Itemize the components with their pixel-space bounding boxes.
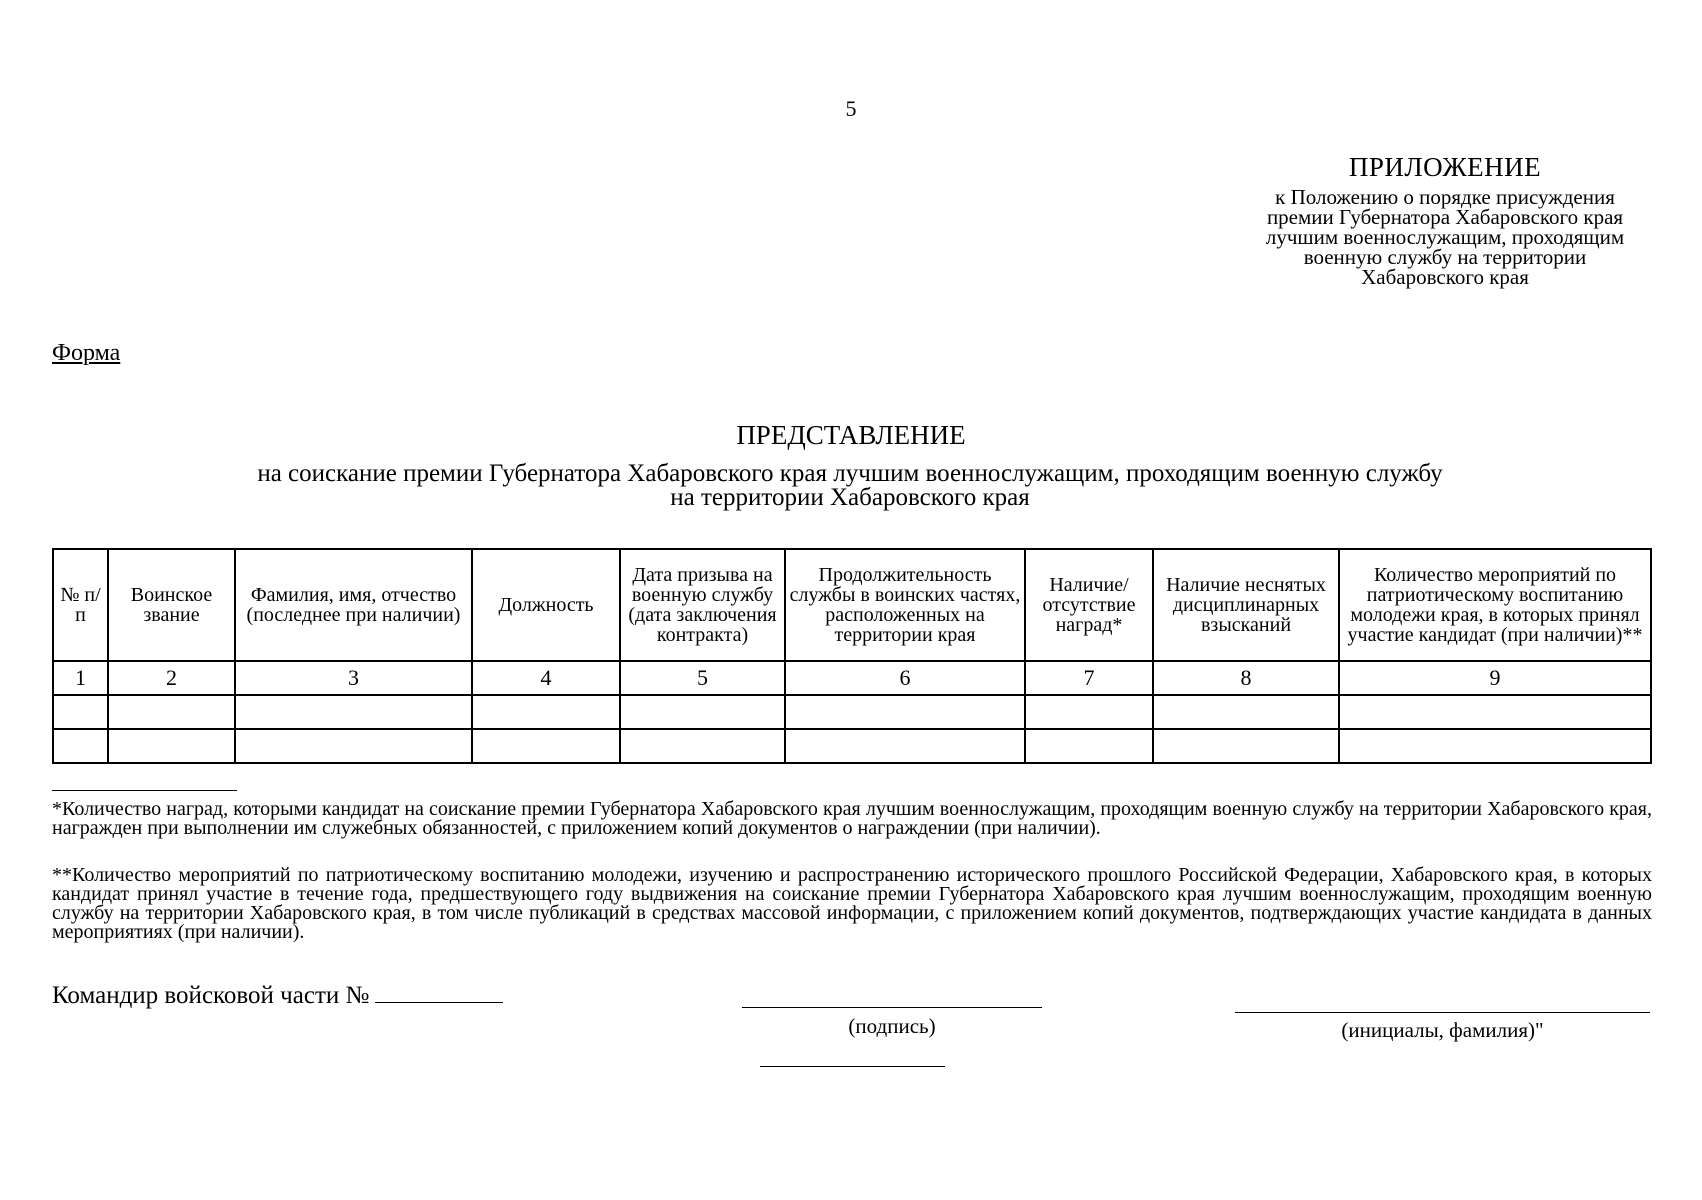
table-cell[interactable] [1153, 695, 1339, 729]
appendix-line: к Положению о порядке присуждения [1275, 185, 1615, 209]
header-cell-position: Должность [472, 549, 620, 661]
column-number-cell: 1 [53, 661, 108, 695]
footnote-awards: *Количество наград, которыми кандидат на соискание премии Губернатора Хабаровского края лучшим военнослужащим, проходящим военную службу на территории Хабаровского края, награжден при выполнении им служебных обязанностей, с приложением копий документов о награждении (при наличии). [52, 798, 1652, 839]
form-label: Форма [52, 340, 121, 366]
closing-divider [760, 1066, 945, 1067]
page-number: 5 [845, 96, 857, 121]
column-number-cell: 9 [1339, 661, 1651, 695]
signature-caption: (подпись) [848, 1014, 936, 1038]
table-cell[interactable] [53, 729, 108, 763]
table-cell[interactable] [108, 695, 235, 729]
footnote-divider [52, 790, 237, 791]
table-header-row [53, 549, 1651, 661]
commander-line [52, 982, 503, 1010]
header-cell-disciplinary: Наличие неснятых дисциплинарных взысканий [1153, 549, 1339, 661]
appendix-text [1210, 187, 1680, 287]
unit-number-blank[interactable] [375, 982, 503, 1003]
commander-label: Командир войсковой части № [52, 982, 370, 1009]
table-cell[interactable] [472, 729, 620, 763]
column-number-cell: 2 [108, 661, 235, 695]
table-cell[interactable] [1339, 695, 1651, 729]
header-cell-rank: Воинское звание [108, 549, 235, 661]
table-row [53, 729, 1651, 763]
header-cell-number: № п/п [53, 549, 108, 661]
table-cell[interactable] [1025, 729, 1153, 763]
name-blank[interactable] [1235, 1012, 1650, 1013]
column-number-cell: 7 [1025, 661, 1153, 695]
table-cell[interactable] [1153, 729, 1339, 763]
table-cell[interactable] [53, 695, 108, 729]
appendix-block [1210, 152, 1680, 287]
appendix-line: военную службу на территории [1303, 245, 1587, 269]
document-title: ПРЕДСТАВЛЕНИЕ [736, 420, 966, 450]
table-cell[interactable] [235, 695, 472, 729]
appendix-line: лучшим военнослужащим, проходящим [1265, 225, 1625, 249]
appendix-line: премии Губернатора Хабаровского края [1266, 205, 1624, 229]
nomination-table [52, 548, 1652, 764]
header-cell-enlistment-date: Дата призыва на военную службу (дата заключения контракта) [620, 549, 785, 661]
table-cell[interactable] [785, 729, 1025, 763]
column-number-row [53, 661, 1651, 695]
column-number-cell: 3 [235, 661, 472, 695]
table-cell[interactable] [620, 729, 785, 763]
appendix-title: ПРИЛОЖЕНИЕ [1348, 152, 1542, 182]
column-number-cell: 6 [785, 661, 1025, 695]
column-number-cell: 8 [1153, 661, 1339, 695]
footnote-patriotic-events: **Количество мероприятий по патриотическому воспитанию молодежи, изучению и распространению исторического прошлого Российской Федерации, Хабаровского края, в которых кандидат принял участие в течение года, предшествующего году выдвижения на соискание премии Губернатора Хабаровского края лучшим военнослужащим, проходящим военную службу на территории Хабаровского края, в том числе публикаций в средствах массовой информации, с приложением копий документов, подтверждающих участие кандидата в данных мероприятиях (при наличии). [52, 864, 1652, 943]
table-cell[interactable] [785, 695, 1025, 729]
table-cell[interactable] [1339, 729, 1651, 763]
name-caption: (инициалы, фамилия)" [1341, 1018, 1544, 1042]
table-cell[interactable] [235, 729, 472, 763]
table-row [53, 695, 1651, 729]
table-cell[interactable] [108, 729, 235, 763]
appendix-line: Хабаровского края [1361, 265, 1529, 289]
header-cell-awards: Наличие/ отсутствие наград* [1025, 549, 1153, 661]
signature-blank[interactable] [742, 1007, 1042, 1008]
subtitle-line: на территории Хабаровского края [670, 484, 1030, 511]
column-number-cell: 4 [472, 661, 620, 695]
header-cell-patriotic-events: Количество мероприятий по патриотическому воспитанию молодежи края, в которых принял участие кандидат (при наличии)** [1339, 549, 1651, 661]
table-cell[interactable] [620, 695, 785, 729]
table-cell[interactable] [472, 695, 620, 729]
subtitle-line: на соискание премии Губернатора Хабаровского края лучшим военнослужащим, проходящим военную службу [257, 460, 1443, 487]
header-cell-service-duration: Продолжительность службы в воинских частях, расположенных на территории края [785, 549, 1025, 661]
table-cell[interactable] [1025, 695, 1153, 729]
document-subtitle [150, 462, 1550, 510]
column-number-cell: 5 [620, 661, 785, 695]
header-cell-full-name: Фамилия, имя, отчество (последнее при наличии) [235, 549, 472, 661]
